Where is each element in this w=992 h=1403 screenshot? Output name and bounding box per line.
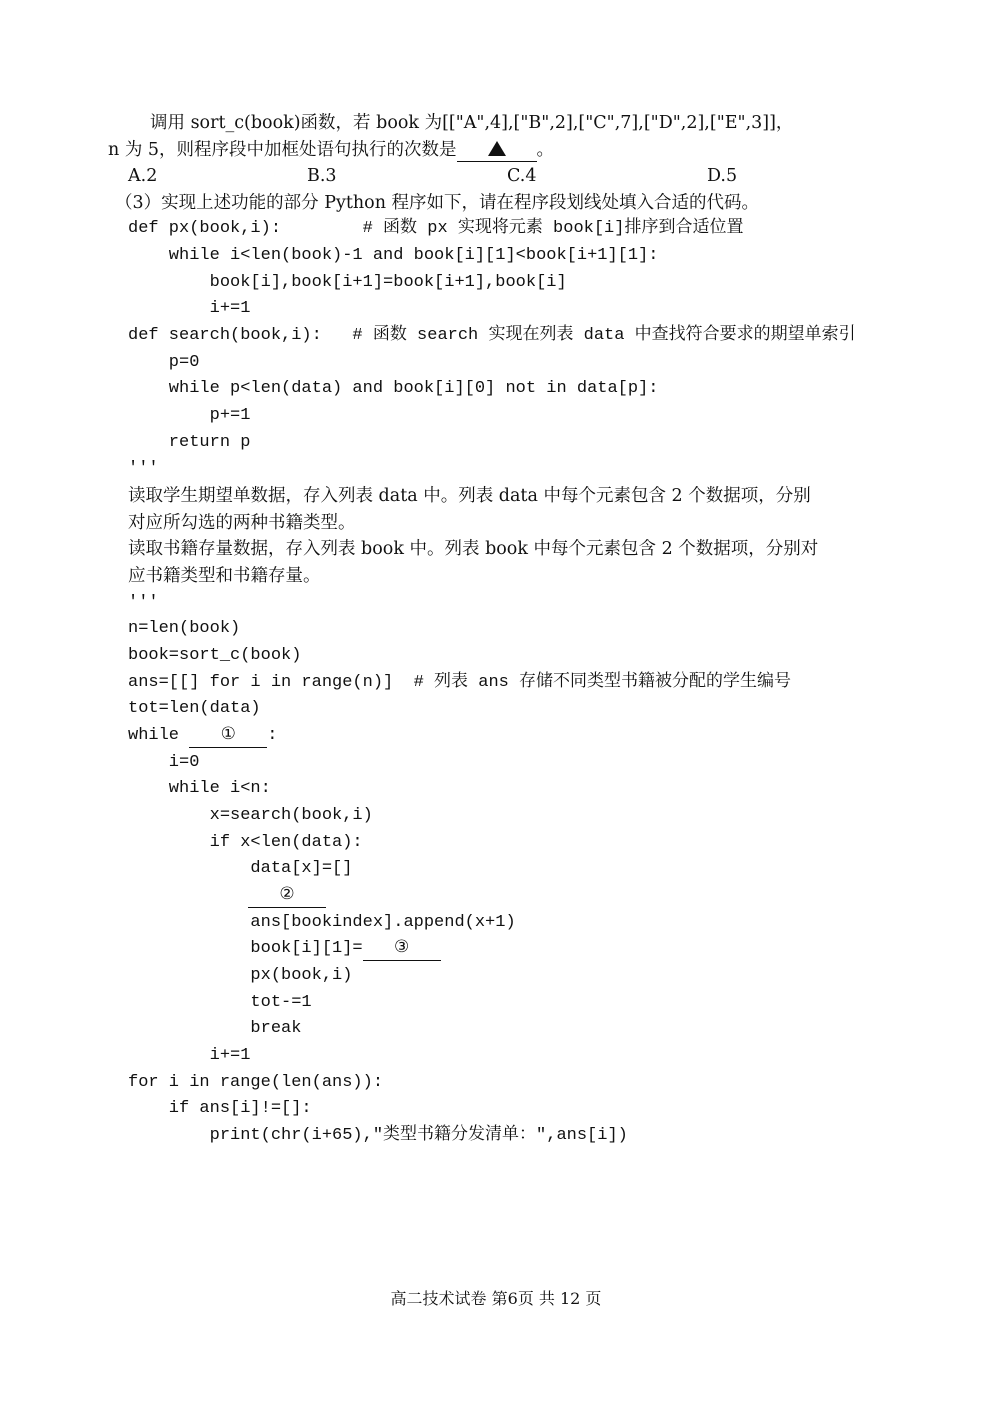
- code-line: while p<len(data) and book[i][0] not in data[p]:: [128, 379, 659, 398]
- code-line: data[x]=[]: [128, 859, 353, 878]
- triangle-icon: [488, 141, 506, 156]
- option-a: A.2: [128, 166, 158, 186]
- code-line-while: [128, 723, 277, 749]
- code-assign-prefix: book[i][1]=: [128, 939, 363, 958]
- intro-line-2-text: n 为 5，则程序段中加框处语句执行的次数是: [108, 140, 457, 160]
- code-line: def search(book,i): # 函数 search 实现在列表 data 中查找符合要求的期望单索引: [128, 326, 856, 345]
- code-docstring-close: ''': [128, 593, 159, 612]
- fill-blank-3: ③: [363, 938, 441, 961]
- code-line: p=0: [128, 353, 200, 372]
- code-line: book=sort_c(book): [128, 646, 302, 665]
- intro-line-2: [108, 137, 554, 163]
- description-line: 读取书籍存量数据，存入列表 book 中。列表 book 中每个元素包含 2 个数据项，分别对: [128, 539, 819, 559]
- code-line: px(book,i): [128, 966, 353, 985]
- code-docstring-open: ''': [128, 459, 159, 478]
- fill-blank-2: ②: [248, 885, 326, 908]
- code-line: return p: [128, 433, 251, 452]
- code-line: print(chr(i+65),"类型书籍分发清单：",ans[i]): [128, 1126, 628, 1145]
- page-footer: 高二技术试卷 第6页 共 12 页: [390, 1289, 602, 1308]
- code-line: tot-=1: [128, 993, 312, 1012]
- option-b: B.3: [307, 166, 337, 186]
- code-line: x=search(book,i): [128, 806, 373, 825]
- code-line: n=len(book): [128, 619, 241, 638]
- answer-blank-1: [457, 139, 537, 162]
- description-line: 对应所勾选的两种书籍类型。: [128, 513, 356, 533]
- description-line: 读取学生期望单数据，存入列表 data 中。列表 data 中每个元素包含 2 个数据项，分别: [128, 486, 811, 506]
- code-while-colon: :: [267, 726, 278, 745]
- code-line: def px(book,i): # 函数 px 实现将元素 book[i]排序到合适位置: [128, 219, 744, 238]
- code-line: tot=len(data): [128, 699, 261, 718]
- code-line-blank-2: [248, 883, 326, 909]
- option-d: D.5: [707, 166, 738, 186]
- fill-blank-1: ①: [189, 725, 267, 748]
- code-line: break: [128, 1019, 302, 1038]
- code-line: for i in range(len(ans)):: [128, 1073, 384, 1092]
- code-line: ans[bookindex].append(x+1): [128, 913, 516, 932]
- code-line: if ans[i]!=[]:: [128, 1099, 312, 1118]
- code-line-blank-3: [128, 936, 441, 962]
- intro-line-2-end: 。: [536, 140, 555, 160]
- code-line: while i<len(book)-1 and book[i][1]<book[i+1][1]:: [128, 246, 659, 265]
- code-line: p+=1: [128, 406, 251, 425]
- description-line: 应书籍类型和书籍存量。: [128, 566, 321, 586]
- code-line: if x<len(data):: [128, 833, 363, 852]
- code-line: i+=1: [128, 1046, 251, 1065]
- code-while-keyword: while: [128, 726, 190, 745]
- code-line: while i<n:: [128, 779, 271, 798]
- code-line: book[i],book[i+1]=book[i+1],book[i]: [128, 273, 567, 292]
- question-3-heading: （3）实现上述功能的部分 Python 程序如下，请在程序段划线处填入合适的代码。: [115, 193, 760, 213]
- code-line: i+=1: [128, 299, 251, 318]
- option-c: C.4: [507, 166, 537, 186]
- intro-line-1: 调用 sort_c(book)函数，若 book 为[["A",4],["B",2],["C",7],["D",2],["E",3]]，: [150, 113, 794, 133]
- code-line: i=0: [128, 753, 200, 772]
- code-line: ans=[[] for i in range(n)] # 列表 ans 存储不同类型书籍被分配的学生编号: [128, 673, 792, 692]
